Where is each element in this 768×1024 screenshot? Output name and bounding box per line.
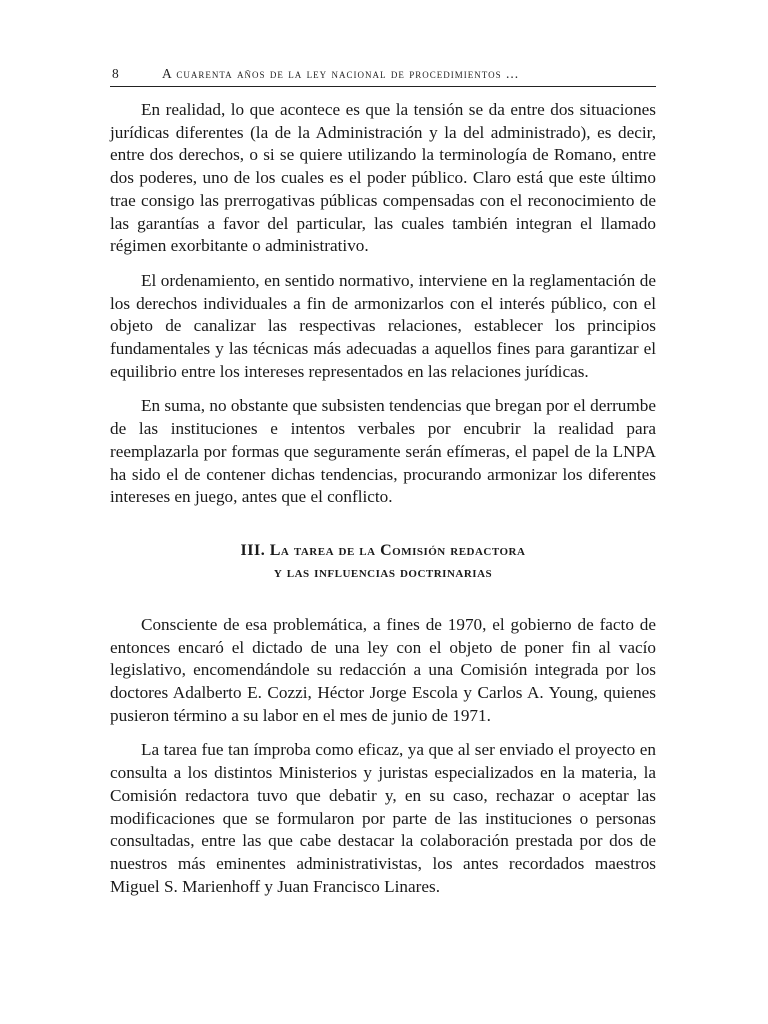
section-heading — [110, 540, 656, 584]
book-page — [110, 66, 656, 898]
paragraph: Consciente de esa problemática, a fines de 1970, el gobierno de facto de entonces encaró el dictado de una ley con el objeto de poner fin al vacío legislativo, encomendándole su redacción a una Comisión integrada por los doctores Adalberto E. Cozzi, Héctor Jorge Escola y Carlos A. Young, quienes pusieron término a su labor en el mes de junio de 1971. — [110, 614, 656, 725]
body-text — [110, 99, 656, 898]
running-header — [110, 66, 656, 87]
paragraph: El ordenamiento, en sentido normativo, interviene en la reglamentación de los derechos individuales a fin de armonizarlos con el interés público, con el objeto de canalizar las respectivas relaciones, establecer los principios fundamentales y las técnicas más adecuadas a aquellos fines para garantizar el equilibrio entre los intereses representados en las relaciones jurídicas. — [110, 270, 656, 381]
paragraph: En realidad, lo que acontece es que la tensión se da entre dos situaciones jurídicas diferentes (la de la Administración y la del administrado), es decir, entre dos derechos, o si se quiere utilizando la terminología de Romano, entre dos poderes, uno de los cuales es el poder público. Claro está que este último trae consigo las prerrogativas públicas compensadas con el reconocimiento de las garantías a favor del particular, las cuales también integran el llamado régimen exorbitante o administrativo. — [110, 100, 656, 256]
running-title: A cuarenta años de la ley nacional de procedimientos ... — [162, 66, 520, 81]
section-heading-line: y las influencias doctrinarias — [273, 563, 493, 581]
section-heading-line: III. La tarea de la Comisión redactora — [240, 541, 526, 559]
paragraph: En suma, no obstante que subsisten tendencias que bregan por el derrumbe de las instituciones e intentos verbales por encubrir la realidad para reemplazarla por formas que seguramente serán efímeras, el papel de la LNPA ha sido el de contener dichas tendencias, procurando armonizar los diferentes intereses en juego, antes que el conflicto. — [110, 396, 656, 507]
page-number: 8 — [112, 66, 119, 81]
paragraph: La tarea fue tan ímproba como eficaz, ya que al ser enviado el proyecto en consulta a los distintos Ministerios y juristas especializados en la materia, la Comisión redactora tuvo que debatir y, en su caso, rechazar o aceptar las modificaciones que se formularon por parte de las instituciones o personas consultadas, entre las que cabe destacar la colaboración prestada por dos de nuestros más eminentes administrativistas, los antes recordados maestros Miguel S. Marienhoff y Juan Francisco Linares. — [110, 740, 656, 896]
